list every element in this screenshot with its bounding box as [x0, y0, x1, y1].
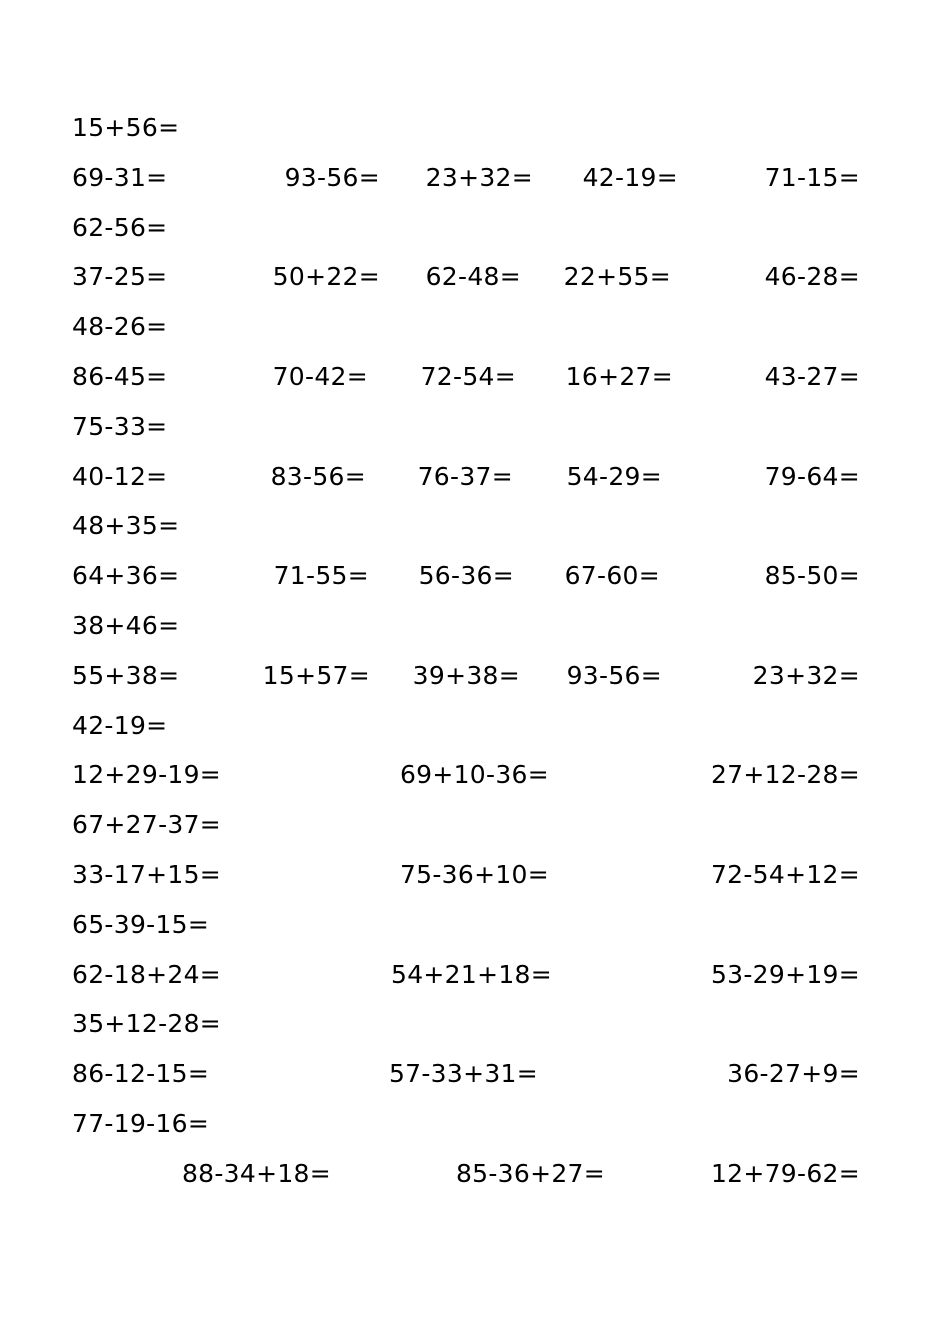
math-problem: 76-37= — [417, 462, 513, 491]
math-problem: 67-60= — [564, 561, 660, 590]
math-problem: 22+55= — [563, 262, 671, 291]
math-problem: 53-29+19= — [710, 960, 860, 989]
math-problem: 15+57= — [262, 661, 370, 690]
math-problem: 27+12-28= — [710, 760, 860, 789]
math-problem: 70-42= — [272, 362, 368, 391]
math-problem: 54-29= — [566, 462, 662, 491]
math-problem: 67+27-37= — [72, 810, 222, 839]
math-problem: 38+46= — [72, 611, 180, 640]
math-problem: 88-34+18= — [181, 1159, 331, 1188]
math-problem: 50+22= — [272, 262, 380, 291]
math-problem: 16+27= — [565, 362, 673, 391]
math-problem: 72-54= — [420, 362, 516, 391]
math-problem: 54+21+18= — [391, 960, 552, 989]
math-problem: 71-15= — [764, 163, 860, 192]
math-problem: 48-26= — [72, 312, 168, 341]
math-problem: 69+10-36= — [399, 760, 549, 789]
math-problem: 79-64= — [764, 462, 860, 491]
math-problem: 86-45= — [72, 362, 168, 391]
math-problem: 56-36= — [418, 561, 514, 590]
math-problem: 72-54+12= — [710, 860, 860, 889]
math-problem: 62-18+24= — [72, 960, 222, 989]
math-problem: 42-19= — [72, 711, 168, 740]
math-problem: 23+32= — [425, 163, 533, 192]
math-problem: 75-36+10= — [399, 860, 549, 889]
math-problem: 62-56= — [72, 213, 168, 242]
math-problem: 83-56= — [270, 462, 366, 491]
math-problem: 43-27= — [764, 362, 860, 391]
math-problem: 36-27+9= — [727, 1059, 860, 1088]
math-problem: 46-28= — [764, 262, 860, 291]
math-problem: 12+79-62= — [710, 1159, 860, 1188]
math-problem: 35+12-28= — [72, 1009, 222, 1038]
math-problem: 75-33= — [72, 412, 168, 441]
math-problem: 93-56= — [566, 661, 662, 690]
math-problem: 85-50= — [764, 561, 860, 590]
math-problem: 86-12-15= — [72, 1059, 210, 1088]
math-problem: 12+29-19= — [72, 760, 222, 789]
math-problem: 57-33+31= — [388, 1059, 538, 1088]
math-problem: 77-19-16= — [72, 1109, 210, 1138]
math-problem: 42-19= — [582, 163, 678, 192]
math-problem: 40-12= — [72, 462, 168, 491]
math-problem: 23+32= — [752, 661, 860, 690]
math-problem: 71-55= — [273, 561, 369, 590]
math-problem: 62-48= — [425, 262, 521, 291]
math-problem: 55+38= — [72, 661, 180, 690]
math-problem: 85-36+27= — [455, 1159, 605, 1188]
math-problem: 64+36= — [72, 561, 180, 590]
math-problem: 39+38= — [412, 661, 520, 690]
math-problem: 15+56= — [72, 113, 180, 142]
math-problem: 33-17+15= — [72, 860, 222, 889]
math-problem: 93-56= — [284, 163, 380, 192]
math-problem: 37-25= — [72, 262, 168, 291]
math-problem: 65-39-15= — [72, 910, 210, 939]
math-problem: 69-31= — [72, 163, 168, 192]
math-problem: 48+35= — [72, 511, 180, 540]
